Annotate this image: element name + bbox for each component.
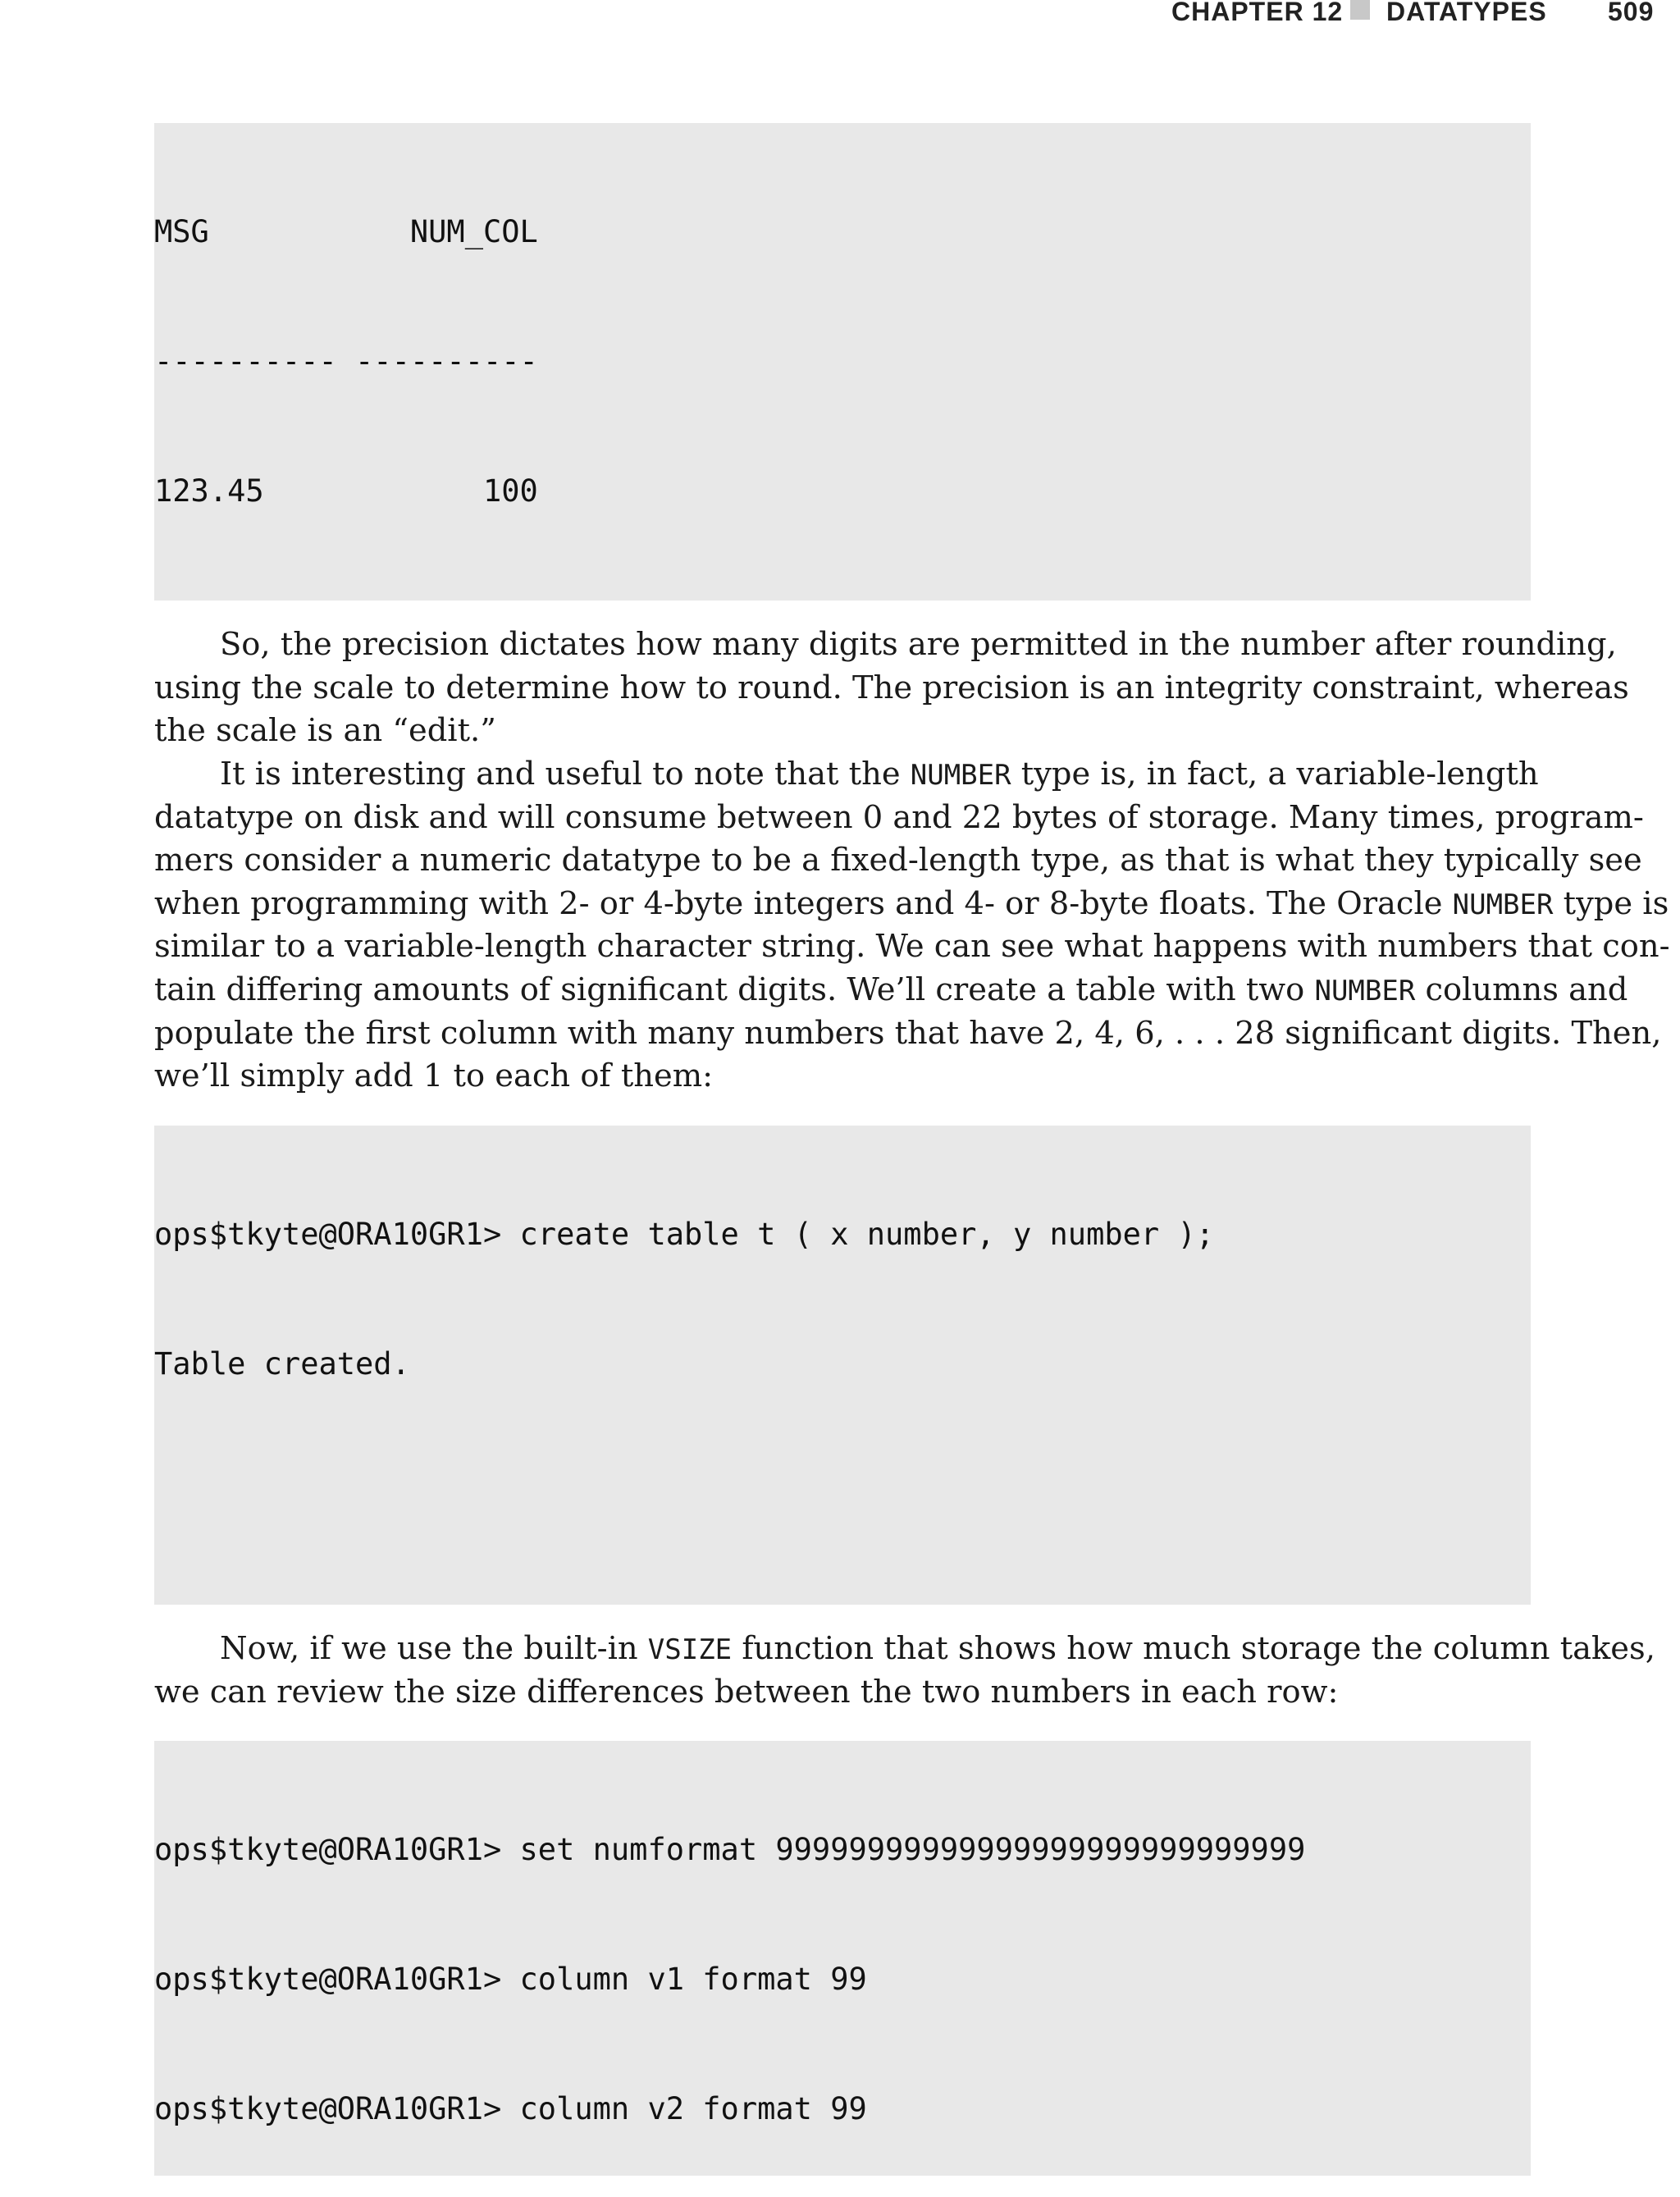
paragraph-line (154, 883, 1669, 926)
inline-code: NUMBER (910, 759, 1011, 792)
text-run: when programming with 2- or 4-byte integers and 4- or 8-byte floats. The Oracle (154, 884, 1453, 922)
code-line: ops$tkyte@ORA10GR1> column v1 format 99 (154, 1961, 867, 1997)
paragraph-line: the scale is an “edit.” (154, 712, 496, 750)
paragraph-line: So, the precision dictates how many digits are permitted in the number after rounding, (220, 626, 1617, 663)
code-line (154, 1602, 1531, 1605)
running-header (0, 0, 1680, 33)
header-separator-square (1350, 0, 1370, 20)
paragraph-line (154, 969, 1628, 1012)
chapter-label: CHAPTER 12 (1171, 0, 1344, 26)
paragraph-line: populate the first column with many numbers that have 2, 4, 6, . . . 28 significant digits. Then, (154, 1014, 1662, 1052)
code-line: ops$tkyte@ORA10GR1> create table t ( x number, y number ); (154, 1217, 1215, 1253)
paragraph-number-storage (154, 753, 1670, 1098)
chapter-title: DATATYPES (1386, 0, 1547, 26)
code-block-create-table (154, 1126, 1531, 1605)
inline-code: NUMBER (1452, 888, 1554, 921)
code-line: MSG NUM_COL (154, 214, 538, 250)
code-line (154, 600, 1531, 601)
code-line: 123.45 100 (154, 473, 538, 509)
code-line: ops$tkyte@ORA10GR1> set numformat 99999999999999999999999999999 (154, 1832, 1306, 1868)
text-run: Now, if we use the built-in (220, 1630, 648, 1667)
text-run: tain differing amounts of significant digits. We’ll create a table with two (154, 971, 1315, 1008)
paragraph-line: mers consider a numeric datatype to be a fixed-length type, as that is what they typically see (154, 842, 1642, 879)
paragraph-vsize (154, 1628, 1655, 1714)
paragraph-line (154, 753, 1539, 797)
page-number: 509 (1608, 0, 1655, 26)
code-line: ops$tkyte@ORA10GR1> column v2 format 99 (154, 2090, 867, 2126)
paragraph-line: datatype on disk and will consume between 0 and 22 bytes of storage. Many times, program- (154, 798, 1644, 836)
inline-code: VSIZE (647, 1633, 733, 1666)
paragraph-line: similar to a variable-length character string. We can see what happens with numbers that con- (154, 928, 1670, 966)
inline-code: NUMBER (1314, 974, 1416, 1007)
paragraph-line: using the scale to determine how to round. The precision is an integrity constraint, whereas (154, 669, 1629, 706)
paragraph-line (154, 1628, 1655, 1671)
text-run: type is, in fact, a variable-length (1011, 756, 1539, 792)
code-block-vsize-query (154, 1741, 1531, 2176)
code-line (154, 1473, 1531, 1516)
code-block-query-output (154, 123, 1531, 601)
paragraph-line: we can review the size differences between the two numbers in each row: (154, 1673, 1339, 1711)
text-run: type is (1553, 884, 1669, 922)
text-run: It is interesting and useful to note that the (220, 756, 911, 792)
text-run: function that shows how much storage the column takes, (732, 1630, 1655, 1667)
paragraph-line: we’ll simply add 1 to each of them: (154, 1057, 714, 1095)
paragraph-precision (154, 623, 1629, 753)
code-line: ---------- ---------- (154, 343, 538, 379)
text-run: columns and (1415, 971, 1628, 1008)
code-line: Table created. (154, 1345, 410, 1382)
